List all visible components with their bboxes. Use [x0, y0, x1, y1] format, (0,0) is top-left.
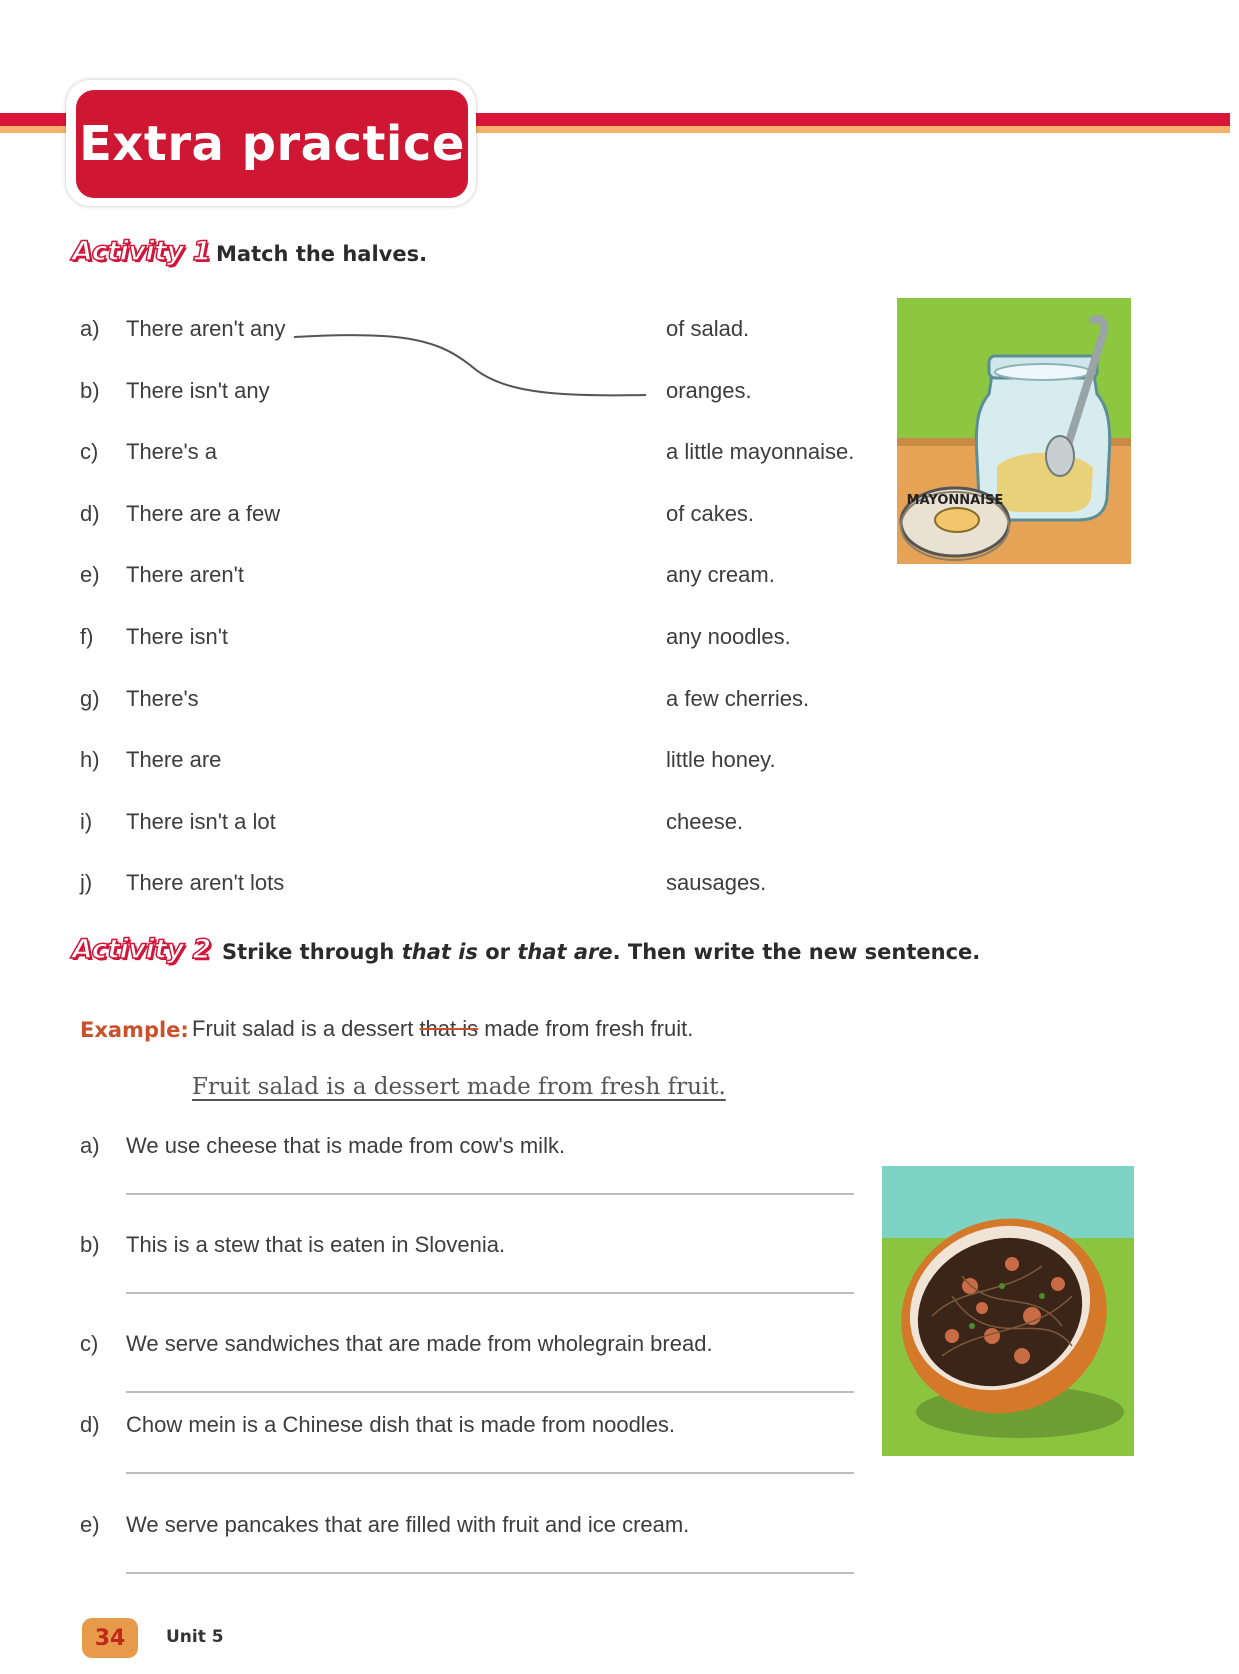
answer-line[interactable]	[126, 1391, 854, 1393]
row-letter: b)	[80, 378, 100, 403]
right-half: any cream.	[666, 562, 775, 587]
row-letter: c)	[80, 439, 99, 464]
row-letter: j)	[80, 870, 93, 895]
row-letter: e)	[80, 562, 100, 587]
header-band-accent	[470, 126, 1230, 133]
question-sentence: This is a stew that is eaten in Slovenia.	[126, 1232, 506, 1257]
page-title: Extra practice	[79, 116, 465, 172]
answer-line[interactable]	[126, 1292, 854, 1294]
mayonnaise-jar-image	[897, 298, 1131, 564]
question-sentence: We serve pancakes that are filled with fruit and ice cream.	[126, 1512, 690, 1537]
right-half: any noodles.	[666, 624, 791, 649]
unit-label: Unit 5	[166, 1627, 224, 1647]
right-half: of salad.	[666, 316, 750, 341]
left-half: There's	[126, 686, 199, 711]
right-half: of cakes.	[666, 501, 755, 526]
question-sentence: Chow mein is a Chinese dish that is made from noodles.	[126, 1412, 676, 1437]
question-letter: a)	[80, 1133, 100, 1158]
left-half: There aren't any	[126, 316, 286, 341]
header-band	[470, 113, 1230, 126]
activity-1-instruction: Match the halves.	[216, 242, 428, 266]
example-sentence: Fruit salad is a dessert that is made from fresh fruit.	[192, 1016, 694, 1041]
activity-1-badge: Activity 1	[72, 236, 211, 267]
answer-line[interactable]	[126, 1472, 854, 1474]
row-letter: f)	[80, 624, 94, 649]
left-half: There isn't any	[126, 378, 270, 403]
left-half: There isn't	[126, 624, 229, 649]
left-half: There's a	[126, 439, 218, 464]
jar-label: MAYONNAISE	[906, 493, 1004, 508]
right-half: a little mayonnaise.	[666, 439, 855, 464]
page-number: 34	[82, 1618, 138, 1658]
right-half: little honey.	[666, 747, 776, 772]
activity-2-badge: Activity 2	[72, 934, 211, 965]
matching-line	[290, 320, 650, 400]
row-letter: g)	[80, 686, 100, 711]
answer-line[interactable]	[126, 1572, 854, 1574]
row-letter: h)	[80, 747, 100, 772]
example-strikethrough: that is	[419, 1016, 479, 1041]
right-half: oranges.	[666, 378, 752, 403]
question-letter: c)	[80, 1331, 99, 1356]
example-label: Example:	[80, 1018, 189, 1042]
right-half: cheese.	[666, 809, 744, 834]
noodle-bowl-image	[882, 1166, 1134, 1456]
left-half: There isn't a lot	[126, 809, 276, 834]
row-letter: i)	[80, 809, 93, 834]
example-answer: Fruit salad is a dessert made from fresh fruit.	[192, 1074, 726, 1100]
left-half: There aren't	[126, 562, 244, 587]
question-sentence: We serve sandwiches that are made from wholegrain bread.	[126, 1331, 713, 1356]
row-letter: d)	[80, 501, 100, 526]
row-letter: a)	[80, 316, 100, 341]
right-half: a few cherries.	[666, 686, 810, 711]
right-half: sausages.	[666, 870, 767, 895]
question-letter: b)	[80, 1232, 100, 1257]
left-half: There are	[126, 747, 222, 772]
question-sentence: We use cheese that is made from cow's milk.	[126, 1133, 566, 1158]
answer-line[interactable]	[126, 1193, 854, 1195]
question-letter: d)	[80, 1412, 100, 1437]
activity-2-instruction: Strike through that is or that are. Then write the new sentence.	[222, 940, 981, 964]
left-half: There are a few	[126, 501, 281, 526]
left-half: There aren't lots	[126, 870, 285, 895]
question-letter: e)	[80, 1512, 100, 1537]
